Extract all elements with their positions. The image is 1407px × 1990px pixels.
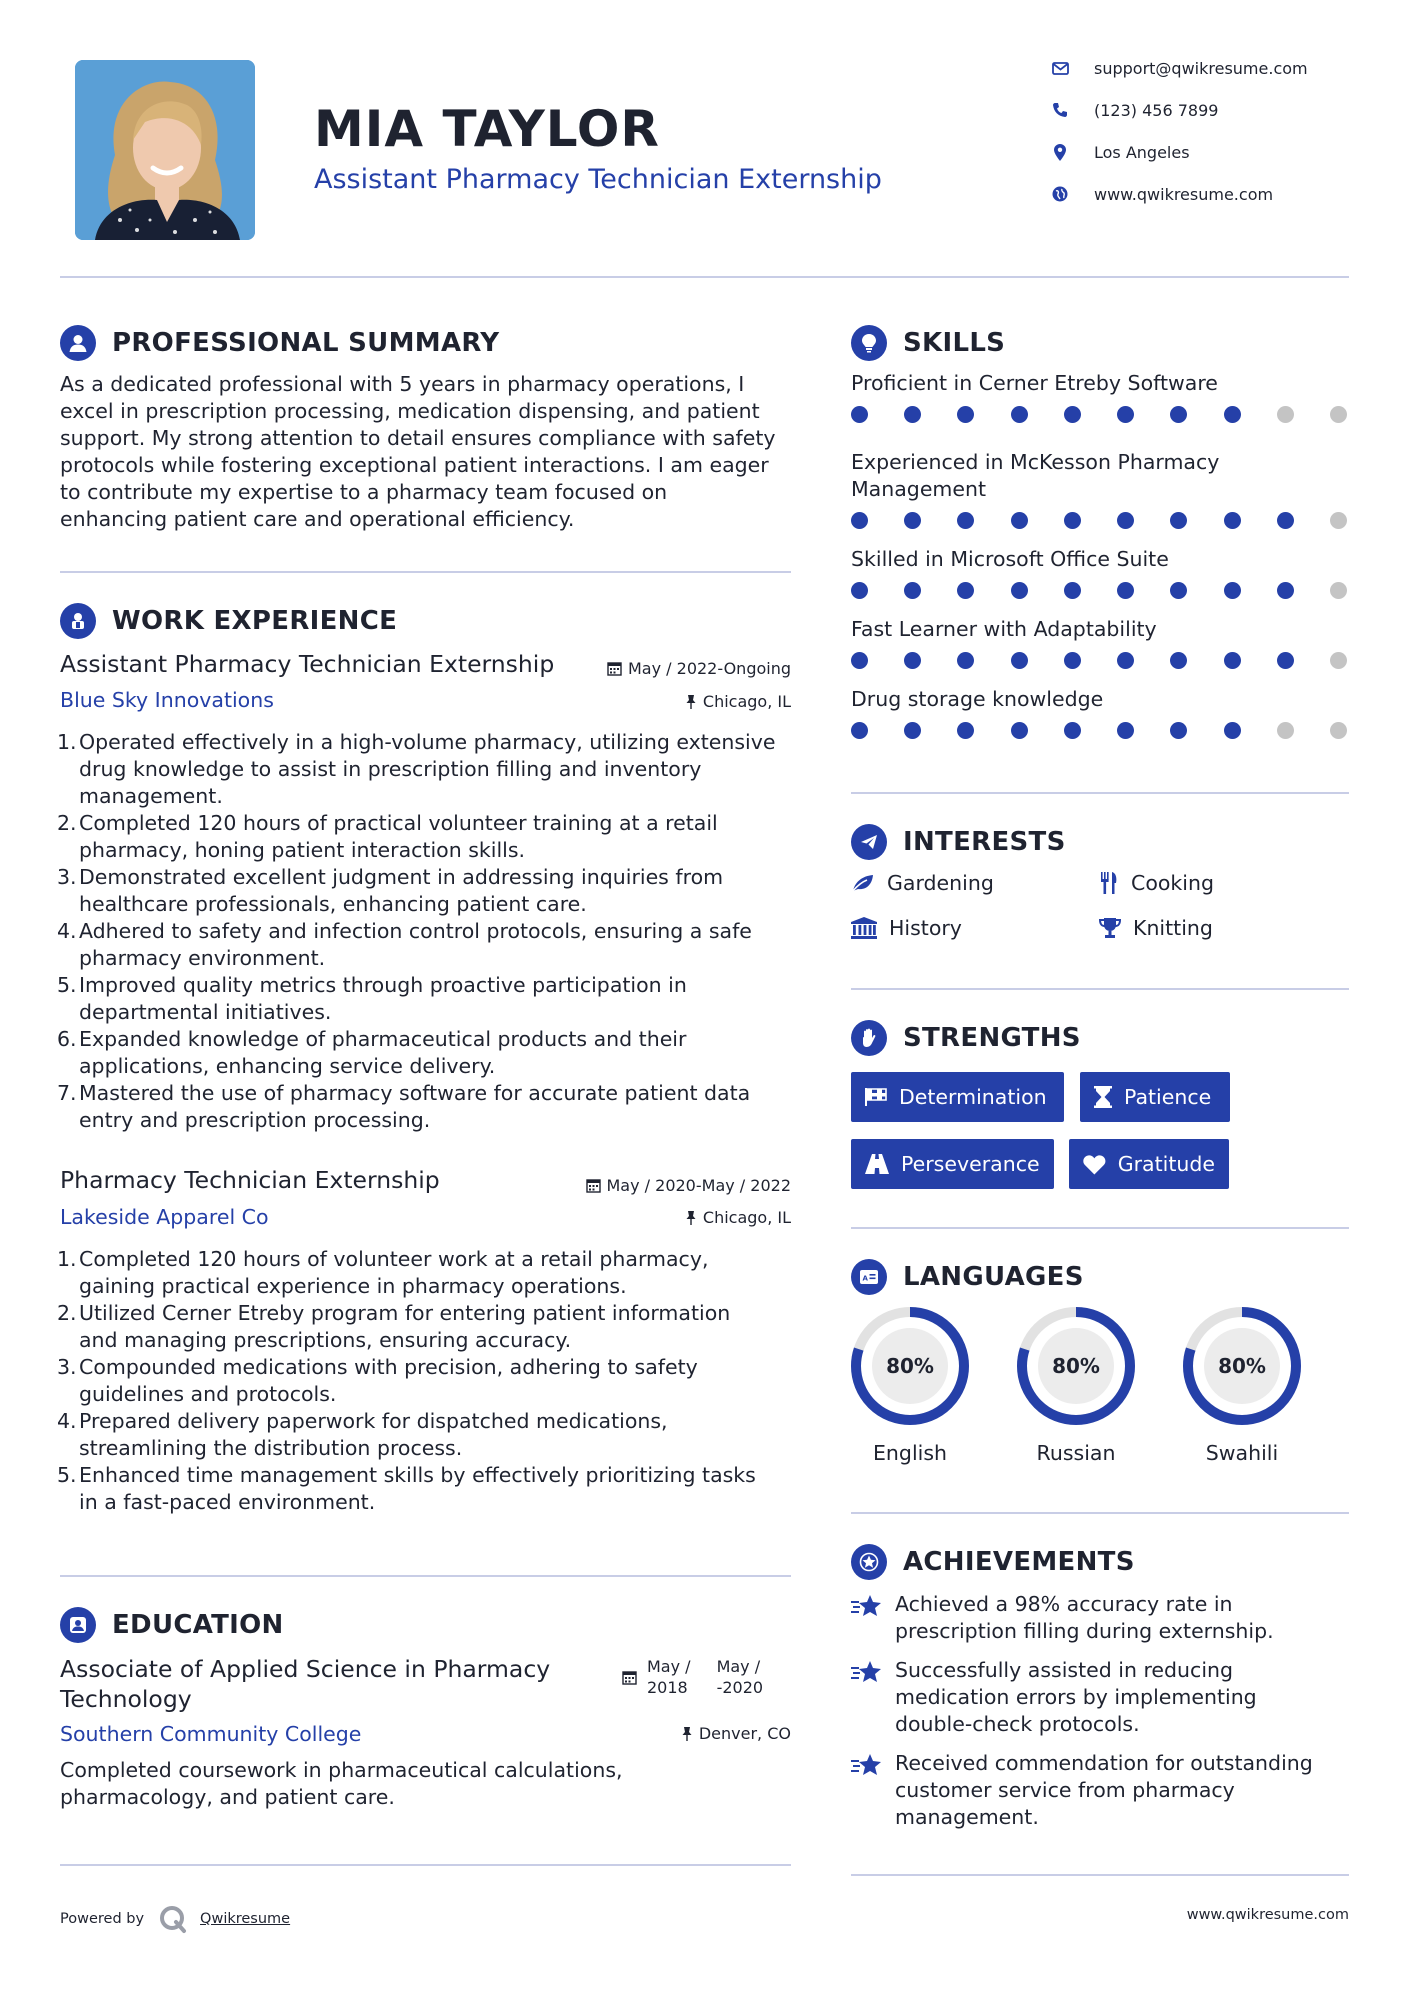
job-location xyxy=(560,692,791,711)
skill-dot-filled xyxy=(957,512,974,529)
contact-website-text: www.qwikresume.com xyxy=(1094,184,1274,204)
skill-rating xyxy=(851,722,1347,739)
avatar-illustration xyxy=(75,60,255,240)
contact-website[interactable] xyxy=(1050,184,1273,204)
languages-divider xyxy=(851,1512,1349,1514)
pushpin-icon xyxy=(685,1210,697,1225)
interest-knitting: Knitting xyxy=(1099,916,1213,940)
skills-divider xyxy=(851,792,1349,794)
skill-dot-filled xyxy=(904,582,921,599)
skill-dot-filled xyxy=(1011,652,1028,669)
summary-text xyxy=(60,371,800,533)
list-item: 2. Utilized Cerner Etreby program for entering patient information and managing prescriptions, ensuring accuracy. xyxy=(57,1301,731,1352)
language-name: Russian xyxy=(1036,1441,1116,1465)
skill-dot-filled xyxy=(851,406,868,423)
education-date-end: May / -2020 xyxy=(716,1657,764,1697)
skill-dot-filled xyxy=(1117,652,1134,669)
languages-heading-text: LANGUAGES xyxy=(903,1262,1084,1292)
job-location-text: Chicago, IL xyxy=(702,1208,791,1227)
user-icon xyxy=(60,325,96,361)
trophy-icon xyxy=(1099,917,1121,939)
skills-list xyxy=(851,370,1351,739)
list-item: 3. Compounded medications with precision, adhering to safety guidelines and protocols. xyxy=(57,1355,698,1406)
language-name: English xyxy=(872,1441,948,1465)
skill-dot-filled xyxy=(904,652,921,669)
contact-email-text: support@qwikresume.com xyxy=(1094,58,1308,78)
work-divider xyxy=(60,1575,791,1577)
skill-dot-filled xyxy=(851,652,868,669)
list-item: 3. Demonstrated excellent judgment in addressing inquiries from healthcare professionals, enhancing patient care. xyxy=(57,865,724,916)
skill-item xyxy=(851,686,1351,739)
list-item: 5. Improved quality metrics through proactive participation in departmental initiatives. xyxy=(57,973,687,1024)
achievements-heading xyxy=(851,1544,1135,1580)
shooting-star-icon xyxy=(851,1591,895,1645)
skill-dot-filled xyxy=(1224,512,1241,529)
skill-dot-filled xyxy=(1277,652,1294,669)
job-title: Assistant Pharmacy Technician Externship xyxy=(60,650,555,678)
language-swahili xyxy=(1181,1305,1303,1465)
languages-heading xyxy=(851,1259,1084,1295)
contact-location xyxy=(1050,142,1190,162)
job-date xyxy=(540,1176,791,1195)
skill-dot-filled xyxy=(1064,512,1081,529)
interests-heading-text: INTERESTS xyxy=(903,827,1066,857)
skill-dot-filled xyxy=(1064,582,1081,599)
skill-rating xyxy=(851,406,1347,423)
achievement-item: Achieved a 98% accuracy rate in prescription filling during externship. xyxy=(851,1591,1351,1645)
skill-dot-filled xyxy=(1064,406,1081,423)
globe-icon xyxy=(1050,184,1070,204)
skill-rating xyxy=(851,652,1347,669)
skill-dot-filled xyxy=(957,406,974,423)
skills-heading xyxy=(851,325,1005,361)
skill-dot-filled xyxy=(1011,582,1028,599)
summary-heading xyxy=(60,325,499,361)
list-item: 7. Mastered the use of pharmacy software for accurate patient data entry and prescription processing. xyxy=(57,1081,751,1132)
language-russian xyxy=(1015,1305,1137,1465)
list-item: 6. Expanded knowledge of pharmaceutical products and their applications, enhancing service delivery. xyxy=(57,1027,687,1078)
job-date-text: May / 2020-May / 2022 xyxy=(606,1176,791,1195)
qwikresume-link[interactable]: Qwikresume xyxy=(200,1911,291,1927)
skill-dot-filled xyxy=(1117,512,1134,529)
education-description: Completed coursework in pharmaceutical calculations, pharmacology, and patient care. xyxy=(60,1758,623,1809)
education-location-text: Denver, CO xyxy=(698,1724,791,1743)
strength-badge: Perseverance xyxy=(851,1139,1054,1189)
shooting-star-icon xyxy=(851,1750,895,1831)
header-divider xyxy=(60,276,1349,278)
paper-plane-icon xyxy=(851,824,887,860)
skill-label: Experienced in McKesson Pharmacy xyxy=(851,450,1220,474)
skill-dot-filled xyxy=(957,652,974,669)
skill-rating xyxy=(851,582,1347,599)
skill-label: Skilled in Microsoft Office Suite xyxy=(851,547,1169,571)
skill-dot-filled xyxy=(851,722,868,739)
education-heading xyxy=(60,1607,284,1643)
skill-dot-filled xyxy=(1224,722,1241,739)
skill-label: Fast Learner with Adaptability xyxy=(851,617,1157,641)
achievement-item: Received commendation for outstanding customer service from pharmacy management. xyxy=(851,1750,1351,1831)
education-dates xyxy=(622,1656,763,1698)
job-company: Lakeside Apparel Co xyxy=(60,1205,269,1229)
flag-icon xyxy=(865,1088,887,1106)
summary-line: protocols while fostering exceptional patient interactions. I am eager xyxy=(60,453,769,477)
job-date-text: May / 2022-Ongoing xyxy=(628,659,791,678)
briefcase-icon xyxy=(60,603,96,639)
education-heading-text: EDUCATION xyxy=(112,1610,284,1640)
skill-dot-filled xyxy=(1117,722,1134,739)
strength-badge: Determination xyxy=(851,1072,1064,1122)
footer-powered xyxy=(60,1904,290,1934)
skills-heading-text: SKILLS xyxy=(903,328,1006,358)
work-heading-text: WORK EXPERIENCE xyxy=(112,606,398,636)
skill-label: Management xyxy=(851,477,987,501)
skill-dot-filled xyxy=(1170,406,1187,423)
contact-phone-text: (123) 456 7899 xyxy=(1094,100,1219,120)
skill-dot-filled xyxy=(1064,652,1081,669)
language-gauge xyxy=(1181,1305,1303,1427)
skill-dot-filled xyxy=(1170,652,1187,669)
qwikresume-logo-icon xyxy=(158,1904,188,1934)
achievement-item: Successfully assisted in reducing medication errors by implementing double-check protocols. xyxy=(851,1657,1351,1738)
language-percent: 80% xyxy=(1052,1354,1100,1378)
strengths-heading xyxy=(851,1020,1081,1056)
heart-icon xyxy=(1083,1154,1106,1175)
skill-dot-filled xyxy=(1224,652,1241,669)
skill-dot-filled xyxy=(1224,406,1241,423)
degree-line: Technology xyxy=(60,1685,192,1713)
calendar-icon xyxy=(586,1178,601,1193)
skill-dot-filled xyxy=(1117,406,1134,423)
skill-item xyxy=(851,449,1351,529)
list-item: 4. Adhered to safety and infection control protocols, ensuring a safe pharmacy environment. xyxy=(57,919,752,970)
language-english xyxy=(849,1305,971,1465)
utensils-icon xyxy=(1099,872,1119,894)
job-duties xyxy=(57,729,800,1134)
education-location xyxy=(560,1724,791,1743)
skill-dot-filled xyxy=(904,722,921,739)
skill-dot-filled xyxy=(1117,582,1134,599)
education-degree xyxy=(60,1654,550,1714)
summary-heading-text: PROFESSIONAL SUMMARY xyxy=(112,328,500,358)
list-item: 1. Completed 120 hours of volunteer work at a retail pharmacy, gaining practical experience in pharmacy operations. xyxy=(57,1247,709,1298)
achievements-divider xyxy=(851,1874,1349,1876)
language-card-icon xyxy=(851,1259,887,1295)
skill-dot-filled xyxy=(1011,512,1028,529)
pushpin-icon xyxy=(681,1726,693,1741)
job-location-text: Chicago, IL xyxy=(702,692,791,711)
achievements-heading-text: ACHIEVEMENTS xyxy=(903,1547,1135,1577)
skill-rating xyxy=(851,512,1347,529)
skill-dot-filled xyxy=(1064,722,1081,739)
footer-website[interactable]: www.qwikresume.com xyxy=(1186,1907,1349,1923)
summary-divider xyxy=(60,571,791,573)
contact-location-text: Los Angeles xyxy=(1094,142,1190,162)
calendar-icon xyxy=(622,1670,637,1685)
strength-badge: Patience xyxy=(1080,1072,1230,1122)
language-name: Swahili xyxy=(1205,1441,1279,1465)
job-date xyxy=(560,659,791,678)
pushpin-icon xyxy=(685,694,697,709)
language-percent: 80% xyxy=(886,1354,934,1378)
skill-dot-empty xyxy=(1330,512,1347,529)
skill-dot-filled xyxy=(1170,582,1187,599)
candidate-name: MIA TAYLOR xyxy=(314,100,660,158)
contact-email[interactable] xyxy=(1050,58,1308,78)
skill-label: Proficient in Cerner Etreby Software xyxy=(851,371,1218,395)
interest-gardening: Gardening xyxy=(851,871,994,895)
list-item: 1. Operated effectively in a high-volume pharmacy, utilizing extensive drug knowledge to assist in prescription filling and inventory management. xyxy=(57,730,776,808)
skill-dot-filled xyxy=(1277,582,1294,599)
star-badge-icon xyxy=(851,1544,887,1580)
road-icon xyxy=(865,1154,889,1174)
skill-dot-filled xyxy=(957,722,974,739)
calendar-icon xyxy=(607,661,622,676)
summary-line: support. My strong attention to detail ensures compliance with safety xyxy=(60,426,776,450)
skill-dot-empty xyxy=(1277,722,1294,739)
strengths-heading-text: STRENGTHS xyxy=(903,1023,1081,1053)
skill-item xyxy=(851,616,1351,669)
skill-dot-filled xyxy=(957,582,974,599)
skill-dot-filled xyxy=(851,582,868,599)
summary-line: enhancing patient care and operational efficiency. xyxy=(60,507,575,531)
map-pin-icon xyxy=(1050,142,1070,162)
list-item: 5. Enhanced time management skills by effectively prioritizing tasks in a fast-paced environment. xyxy=(57,1463,756,1514)
skill-dot-filled xyxy=(1011,406,1028,423)
language-gauge xyxy=(1015,1305,1137,1427)
hourglass-icon xyxy=(1094,1086,1112,1108)
profile-photo xyxy=(75,60,255,240)
skill-dot-filled xyxy=(1170,722,1187,739)
strengths-divider xyxy=(851,1227,1349,1229)
hand-icon xyxy=(851,1020,887,1056)
interest-cooking: Cooking xyxy=(1099,871,1214,895)
skill-dot-empty xyxy=(1330,582,1347,599)
envelope-icon xyxy=(1050,58,1070,78)
phone-icon xyxy=(1050,100,1070,120)
skill-dot-empty xyxy=(1330,652,1347,669)
achievements-list xyxy=(851,1591,1351,1831)
skill-item xyxy=(851,546,1351,599)
skill-item xyxy=(851,370,1351,423)
interest-history: History xyxy=(851,916,962,940)
skill-dot-empty xyxy=(1330,722,1347,739)
job-title: Pharmacy Technician Externship xyxy=(60,1166,440,1194)
lightbulb-icon xyxy=(851,325,887,361)
list-item: 2. Completed 120 hours of practical volunteer training at a retail pharmacy, honing patient interaction skills. xyxy=(57,811,718,862)
education-school: Southern Community College xyxy=(60,1722,362,1746)
work-heading xyxy=(60,603,397,639)
interests-divider xyxy=(851,988,1349,990)
skill-dot-filled xyxy=(1277,512,1294,529)
summary-line: excel in prescription processing, medication dispensing, and patient xyxy=(60,399,760,423)
skill-dot-filled xyxy=(1224,582,1241,599)
interests-heading xyxy=(851,824,1066,860)
language-gauge xyxy=(849,1305,971,1427)
language-percent: 80% xyxy=(1218,1354,1266,1378)
skill-dot-filled xyxy=(1011,722,1028,739)
skill-dot-filled xyxy=(904,406,921,423)
skill-dot-empty xyxy=(1277,406,1294,423)
skill-label: Drug storage knowledge xyxy=(851,687,1104,711)
graduate-icon xyxy=(60,1607,96,1643)
skill-dot-filled xyxy=(1170,512,1187,529)
summary-line: As a dedicated professional with 5 years in pharmacy operations, I xyxy=(60,372,745,396)
list-item: 4. Prepared delivery paperwork for dispatched medications, streamlining the distribution process. xyxy=(57,1409,668,1460)
skill-dot-filled xyxy=(851,512,868,529)
strength-badge: Gratitude xyxy=(1069,1139,1229,1189)
museum-icon xyxy=(851,917,877,939)
education-date-start: May / 2018 xyxy=(647,1657,691,1697)
education-divider xyxy=(60,1864,791,1866)
job-company: Blue Sky Innovations xyxy=(60,688,274,712)
skill-dot-filled xyxy=(904,512,921,529)
job-location xyxy=(560,1208,791,1227)
skill-dot-empty xyxy=(1330,406,1347,423)
job-duties xyxy=(57,1246,800,1516)
powered-by-text: Powered by xyxy=(60,1911,145,1927)
leaf-icon xyxy=(851,873,875,893)
summary-line: to contribute my expertise to a pharmacy team focused on xyxy=(60,480,668,504)
svg-text:A: A xyxy=(862,1274,869,1283)
degree-line: Associate of Applied Science in Pharmacy xyxy=(60,1655,551,1683)
contact-phone[interactable] xyxy=(1050,100,1218,120)
shooting-star-icon xyxy=(851,1657,895,1738)
candidate-title: Assistant Pharmacy Technician Externship xyxy=(314,164,882,195)
